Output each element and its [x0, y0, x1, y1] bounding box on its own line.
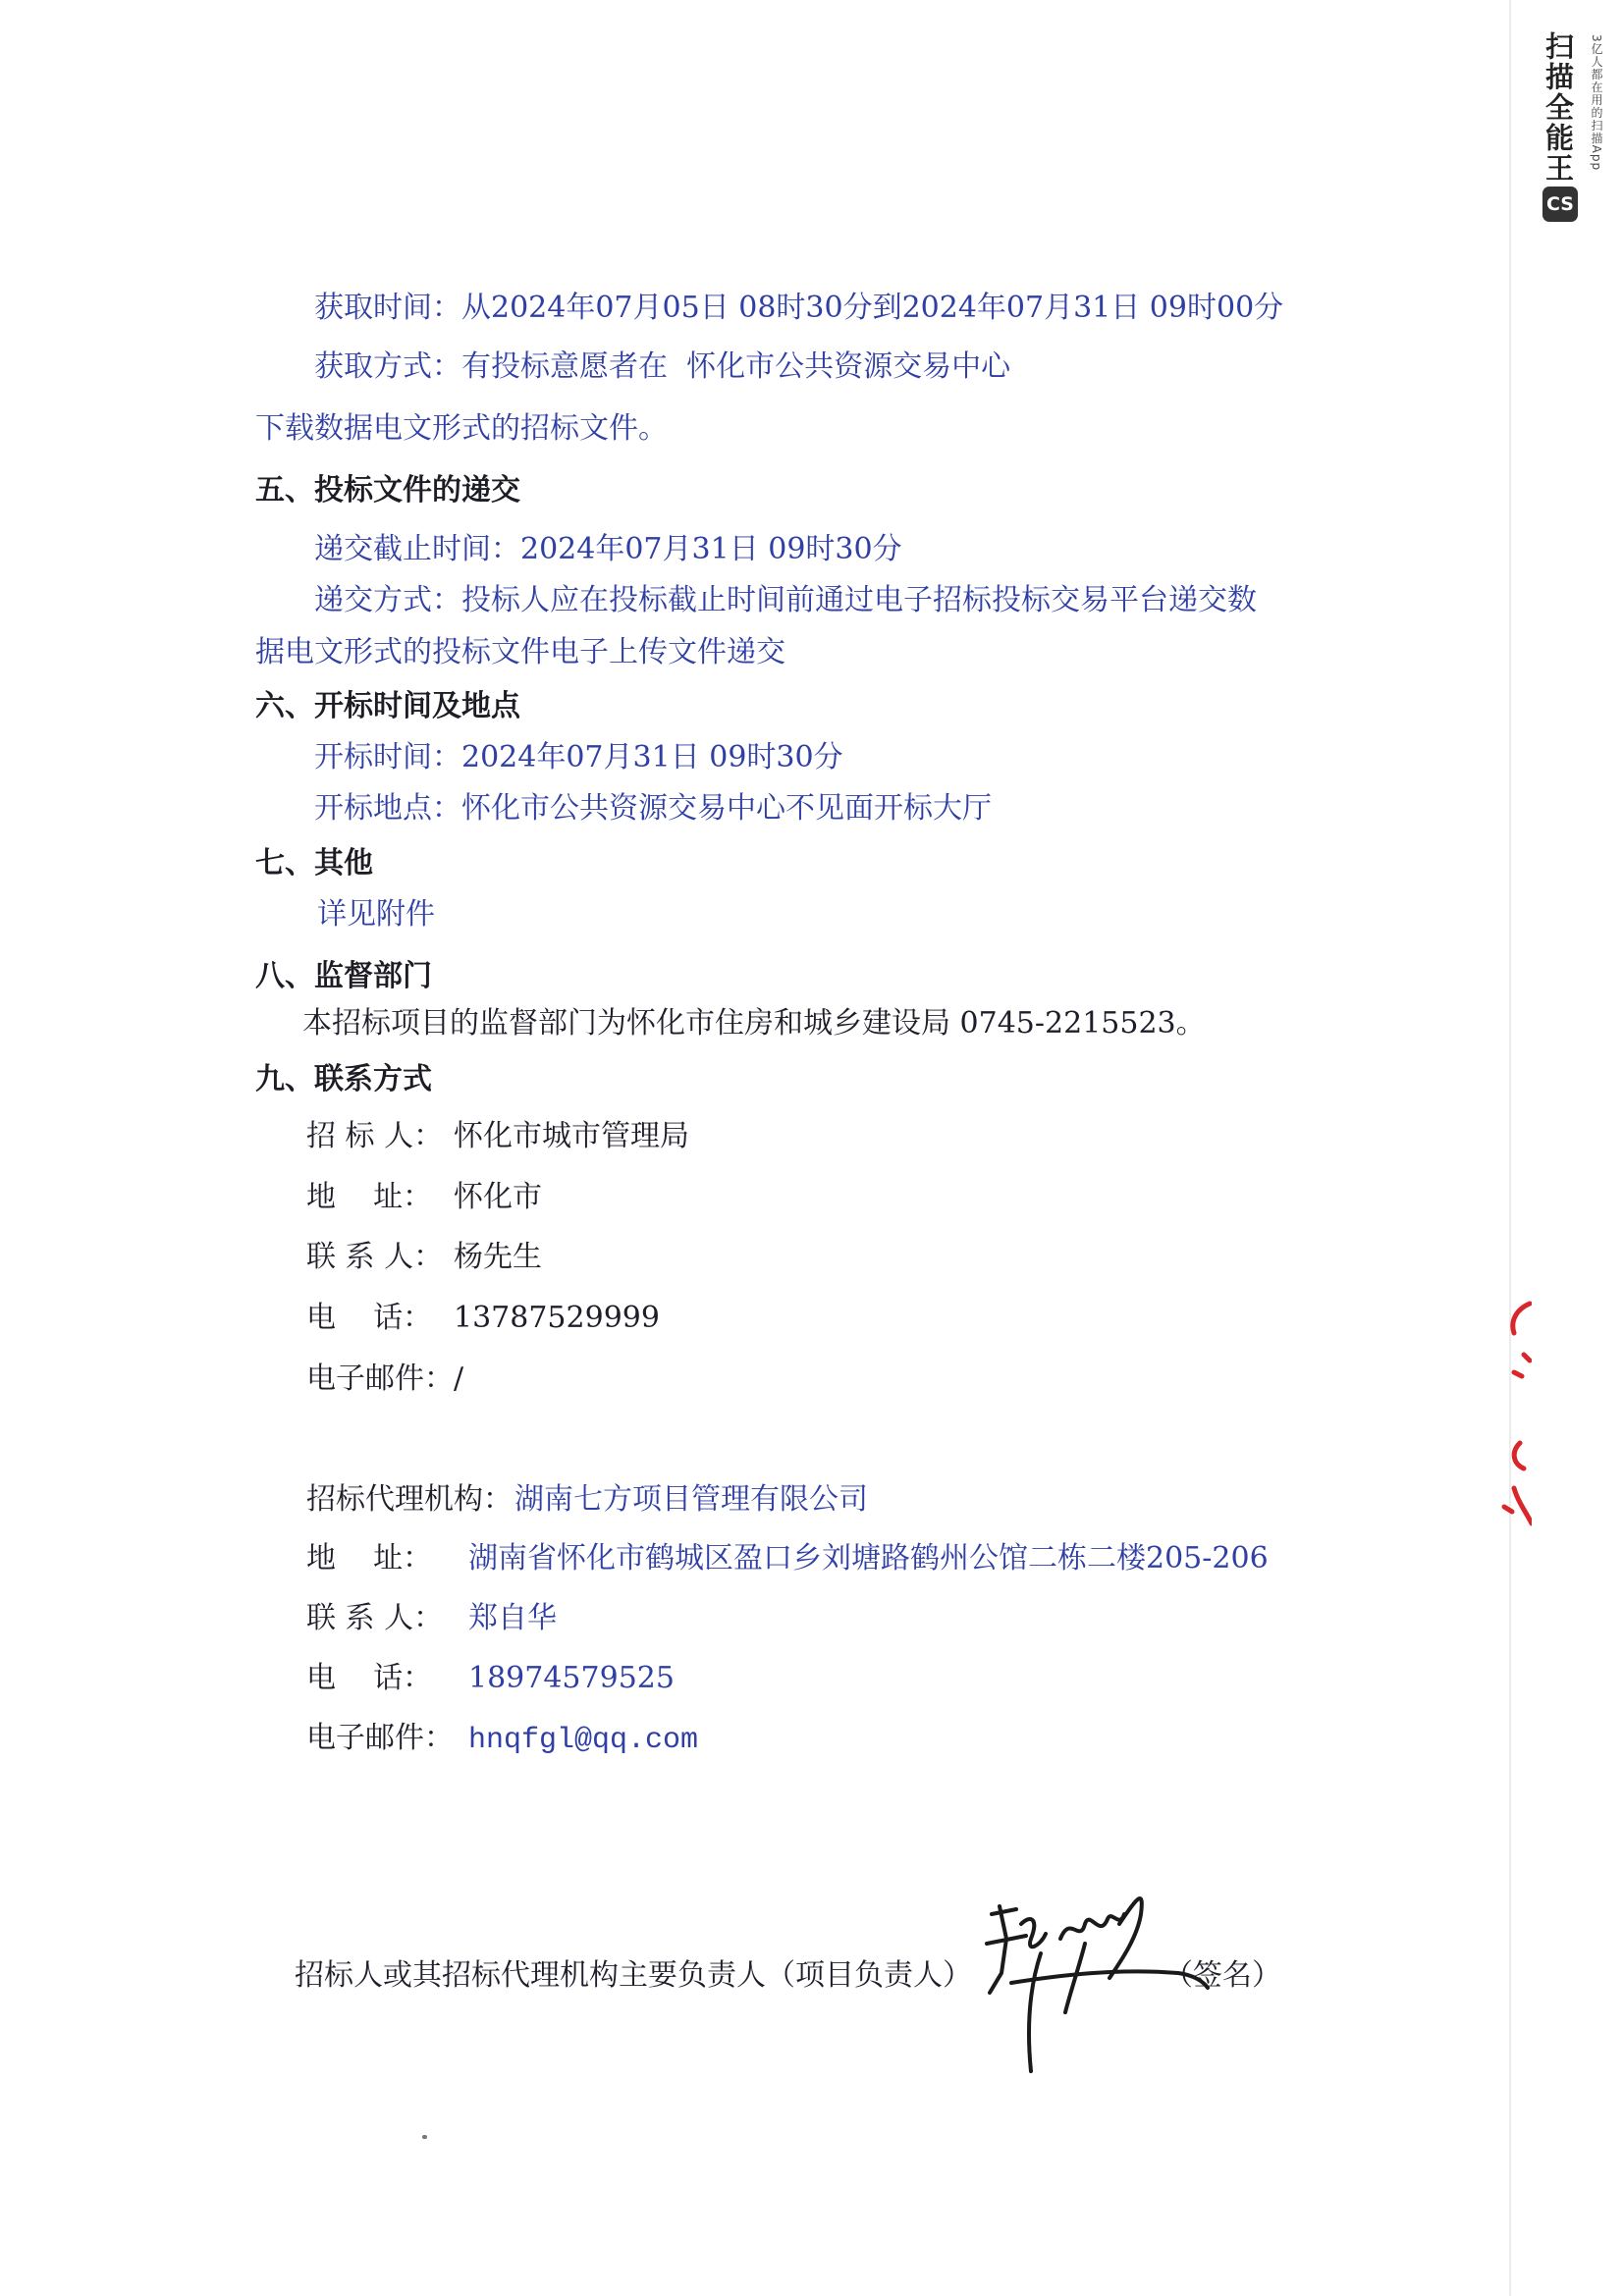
agency-phone-label: 电 话： — [306, 1661, 433, 1695]
tenderer-phone-value: 13787529999 — [454, 1301, 660, 1335]
section8-heading: 八、监督部门 — [255, 959, 432, 993]
submit-deadline-value: 2024年07月31日 09时30分 — [520, 532, 902, 566]
agency-name-label: 招标代理机构： — [306, 1482, 513, 1517]
agency-contact-line — [306, 1599, 557, 1638]
tenderer-email-label: 电子邮件： — [306, 1362, 454, 1396]
seal-mark — [1504, 1507, 1512, 1512]
section8-content: 本招标项目的监督部门为怀化市住房和城乡建设局 0745-2215523。 — [302, 1006, 1206, 1041]
acquire-method-value-1: 有投标意愿者在 怀化市公共资源交易中心 — [461, 349, 1011, 384]
agency-email-value: hnqfgl@qq.com — [468, 1724, 699, 1757]
seal-mark — [1524, 1355, 1530, 1361]
agency-phone-value: 18974579525 — [468, 1661, 675, 1695]
agency-email-label: 电子邮件： — [306, 1721, 454, 1755]
tenderer-contact-value: 杨先生 — [454, 1240, 542, 1274]
section7-content: 详见附件 — [317, 897, 435, 932]
acquire-time-value: 从2024年07月05日 08时30分到2024年07月31日 09时00分 — [461, 291, 1284, 325]
watermark-badge-icon: CS — [1542, 187, 1578, 222]
scan-speck — [422, 2135, 427, 2139]
acquire-method-label: 获取方式： — [314, 349, 461, 384]
handwritten-signature — [972, 1885, 1217, 2081]
agency-name-value: 湖南七方项目管理有限公司 — [514, 1482, 868, 1517]
seal-arc — [1514, 1443, 1524, 1468]
signature-stroke — [1029, 1953, 1041, 2071]
watermark-brand: 扫描全能王 — [1542, 31, 1575, 184]
tenderer-contact-line — [306, 1238, 542, 1277]
section5-heading: 五、投标文件的递交 — [255, 473, 520, 507]
agency-contact-label: 联 系 人： — [306, 1601, 444, 1635]
agency-address-label: 地 址： — [306, 1541, 433, 1575]
signature-label: （签名） — [1163, 1958, 1281, 1993]
tenderer-contact-label: 联 系 人： — [306, 1240, 444, 1274]
agency-phone-line — [306, 1659, 675, 1698]
tenderer-address-value: 怀化市 — [454, 1180, 542, 1214]
section6-heading: 六、开标时间及地点 — [255, 689, 520, 723]
seal-arc — [1513, 1304, 1530, 1333]
acquire-method-line-2: 下载数据电文形式的招标文件。 — [255, 411, 668, 446]
official-seal-stamp — [1485, 1296, 1532, 1541]
tenderer-email-value: / — [454, 1362, 464, 1396]
signature-stroke — [1065, 1944, 1085, 2012]
tenderer-name-label: 招 标 人： — [306, 1119, 444, 1153]
tenderer-name-line — [306, 1117, 689, 1156]
tenderer-email-line — [306, 1360, 463, 1399]
signature-stroke — [1021, 1919, 1046, 1947]
tenderer-address-line — [306, 1178, 542, 1217]
agency-address-value: 湖南省怀化市鹤城区盈口乡刘塘路鹤州公馆二栋二楼205-206 — [468, 1541, 1269, 1575]
opening-place-line — [314, 789, 992, 828]
watermark-tagline: 3亿人都在用的扫描App — [1590, 34, 1603, 172]
tenderer-phone-label: 电 话： — [306, 1301, 433, 1335]
acquire-method-line — [314, 347, 1010, 387]
opening-time-value: 2024年07月31日 09时30分 — [461, 740, 843, 774]
opening-time-line — [314, 738, 843, 777]
acquire-time-line — [314, 289, 1283, 328]
opening-place-value: 怀化市公共资源交易中心不见面开标大厅 — [461, 791, 992, 826]
section9-heading: 九、联系方式 — [255, 1062, 432, 1096]
agency-address-line — [306, 1539, 1269, 1578]
section7-heading: 七、其他 — [255, 846, 373, 881]
submit-method-label: 递交方式： — [314, 583, 461, 617]
submit-method-value-1: 投标人应在投标截止时间前通过电子招标投标交易平台递交数 — [461, 583, 1257, 617]
seal-arc — [1514, 1488, 1532, 1523]
page-edge-line — [1509, 0, 1511, 2296]
seal-mark — [1514, 1372, 1522, 1376]
submit-method-line — [314, 581, 1257, 620]
submit-method-line-2: 据电文形式的投标文件电子上传文件递交 — [255, 635, 785, 669]
agency-email-line — [306, 1719, 698, 1760]
opening-place-label: 开标地点： — [314, 791, 461, 826]
agency-name-line — [306, 1480, 868, 1520]
agency-contact-value: 郑自华 — [468, 1601, 557, 1635]
signature-line-text: 招标人或其招标代理机构主要负责人（项目负责人） — [295, 1958, 972, 1993]
tenderer-phone-line — [306, 1299, 660, 1338]
acquire-time-label: 获取时间： — [314, 291, 461, 325]
tenderer-address-label: 地 址： — [306, 1180, 433, 1214]
submit-deadline-line — [314, 530, 902, 569]
submit-deadline-label: 递交截止时间： — [314, 532, 520, 566]
signature-stroke — [1060, 1914, 1124, 1939]
tenderer-name-value: 怀化市城市管理局 — [454, 1119, 689, 1153]
signature-stroke — [1109, 1898, 1142, 1978]
opening-time-label: 开标时间： — [314, 740, 461, 774]
